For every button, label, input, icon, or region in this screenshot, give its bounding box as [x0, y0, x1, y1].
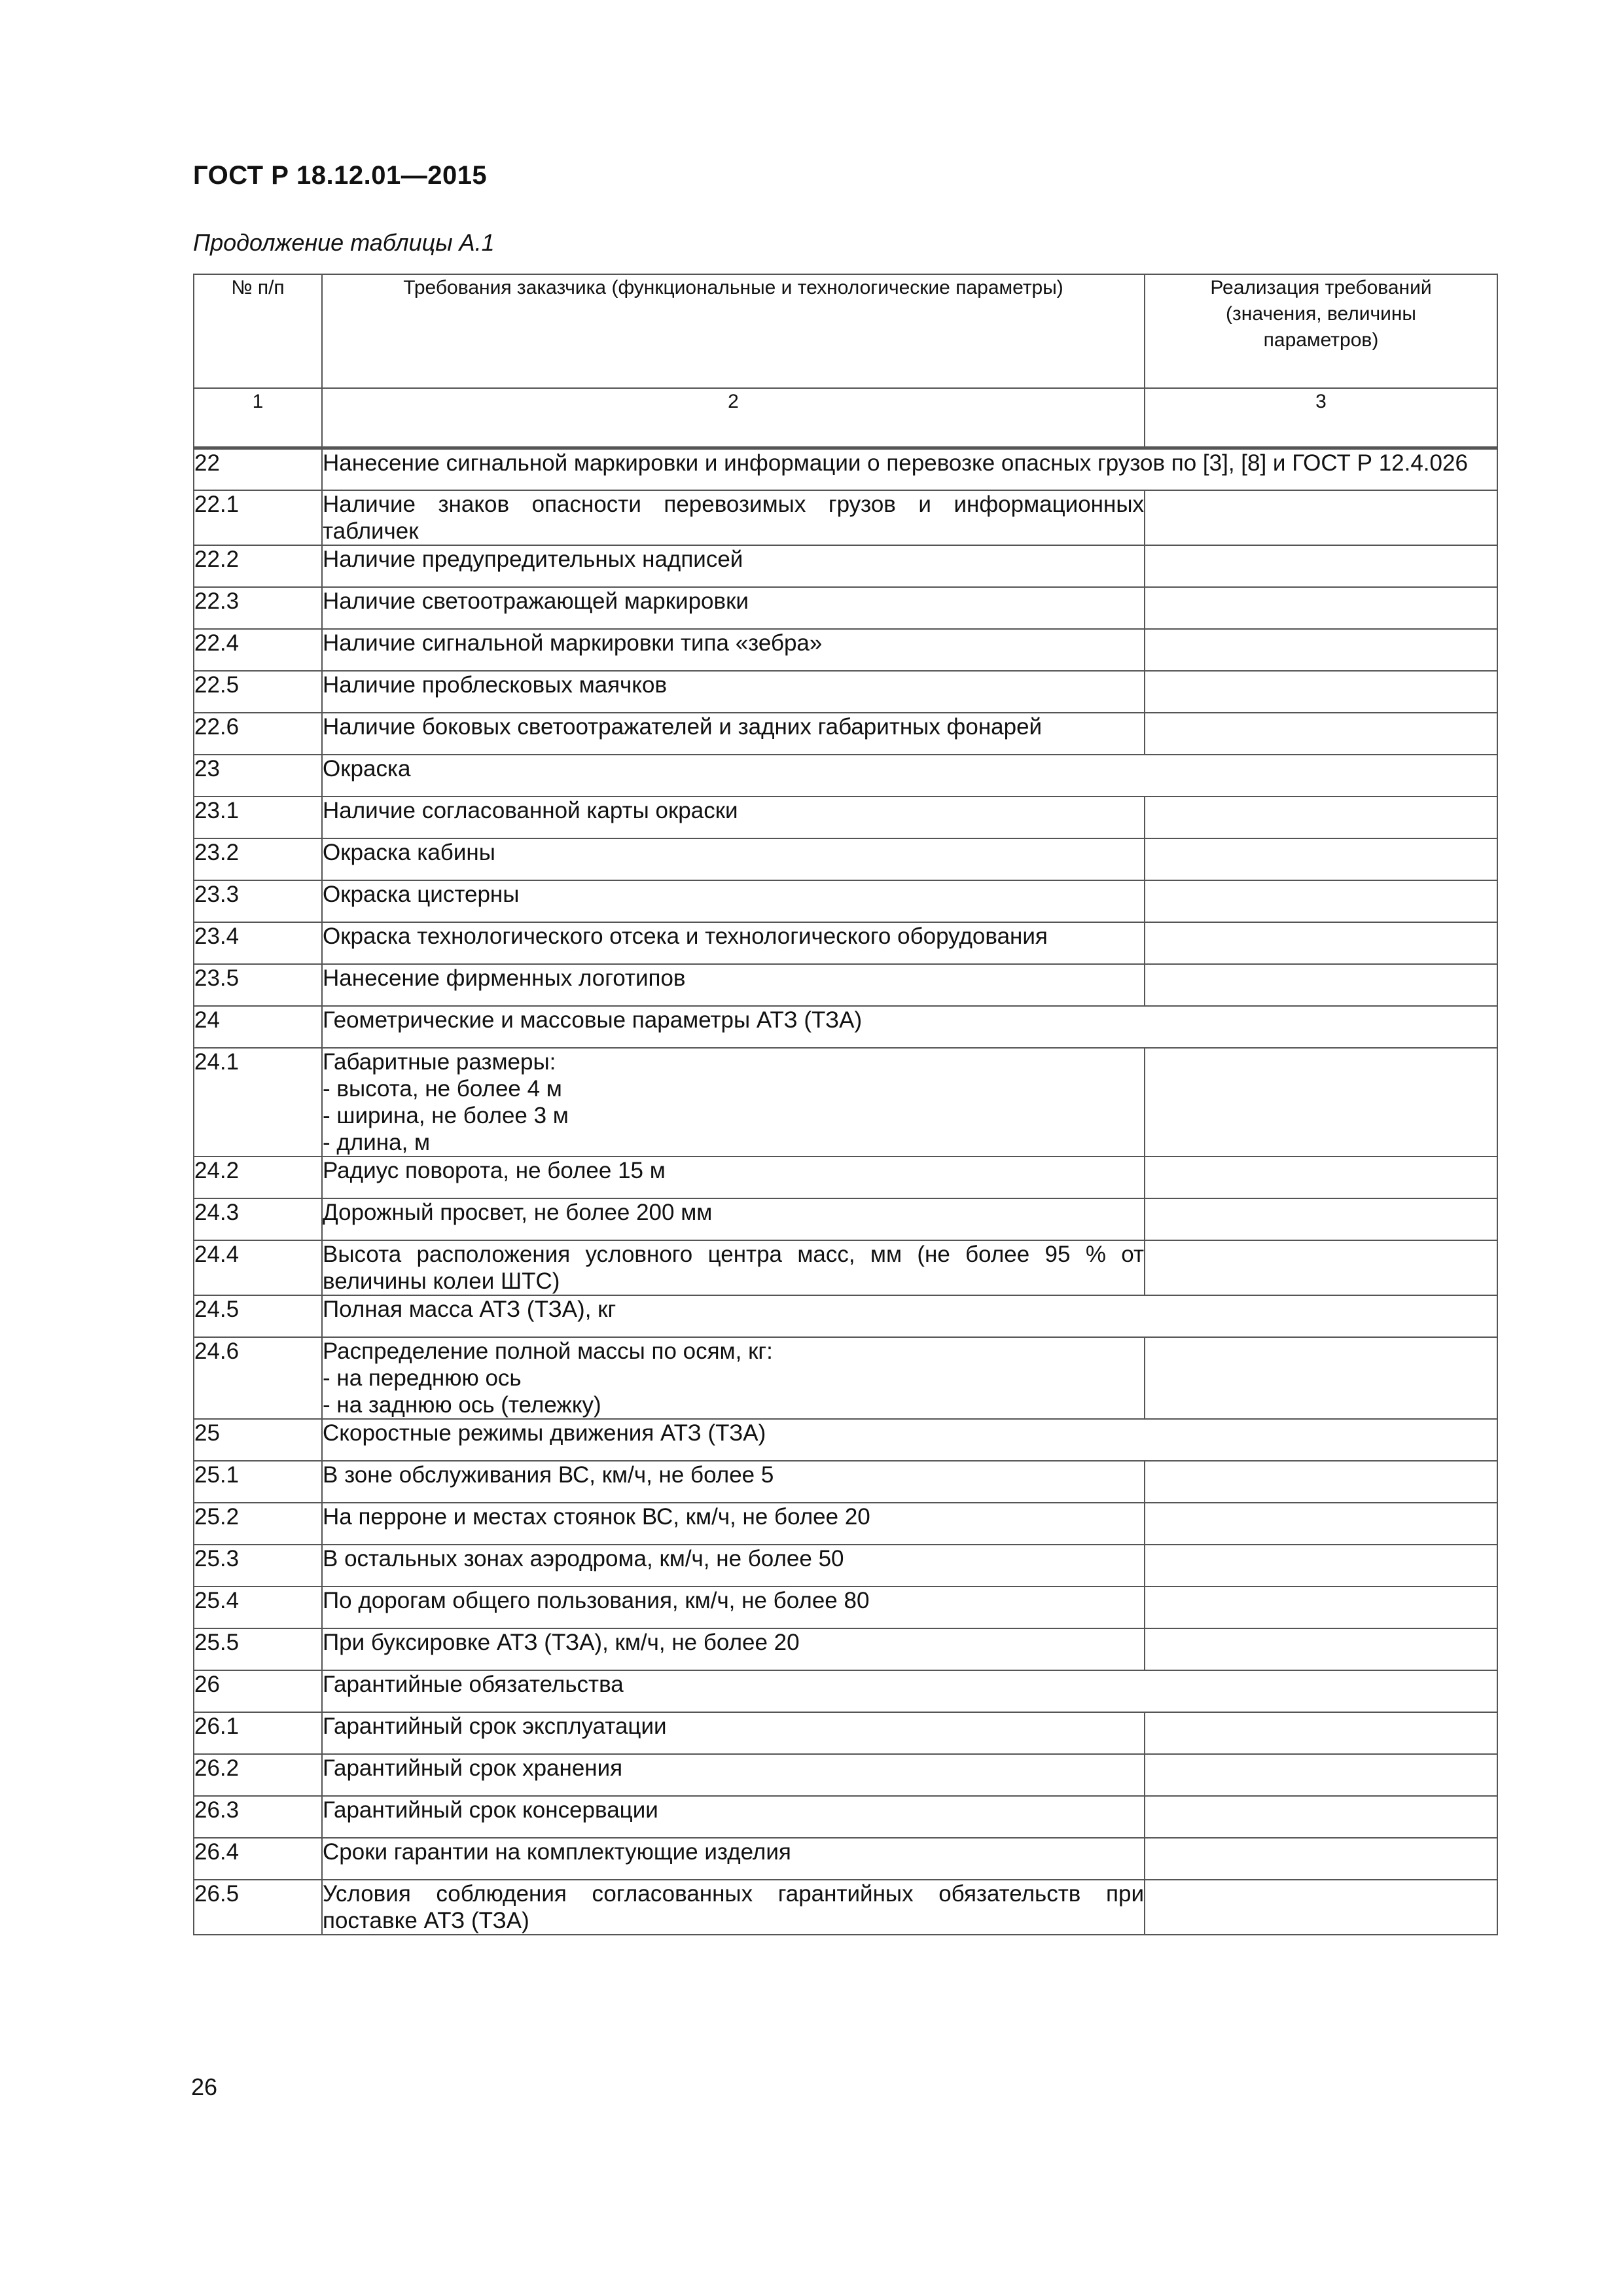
row-number: 25.4 [194, 1587, 322, 1628]
table-row [194, 1198, 1497, 1240]
implementation-value [1145, 713, 1497, 755]
implementation-value [1145, 964, 1497, 1006]
requirement-text: Дорожный просвет, не более 200 мм [322, 1198, 1145, 1240]
requirement-text: Наличие проблесковых маячков [322, 671, 1145, 713]
implementation-value [1145, 838, 1497, 880]
table-row [194, 797, 1497, 838]
table-row [194, 1503, 1497, 1545]
requirement-text: Наличие светоотражающей маркировки [322, 587, 1145, 629]
row-number: 24.5 [194, 1295, 322, 1337]
requirement-text: Гарантийный срок эксплуатации [322, 1712, 1145, 1754]
requirement-text: Гарантийный срок хранения [322, 1754, 1145, 1796]
requirement-text: В остальных зонах аэродрома, км/ч, не более 50 [322, 1545, 1145, 1587]
row-number: 24.4 [194, 1240, 322, 1295]
requirement-text: Наличие боковых светоотражателей и задних габаритных фонарей [322, 713, 1145, 755]
requirement-text: Окраска технологического отсека и технологического оборудования [322, 922, 1145, 964]
row-number: 25.2 [194, 1503, 322, 1545]
table-row [194, 1461, 1497, 1503]
row-number: 24.3 [194, 1198, 322, 1240]
section-row [194, 755, 1497, 797]
table-row [194, 838, 1497, 880]
implementation-value [1145, 797, 1497, 838]
row-number: 22.5 [194, 671, 322, 713]
implementation-value [1145, 1461, 1497, 1503]
requirement-text: Наличие предупредительных надписей [322, 545, 1145, 587]
requirement-text: Гарантийные обязательства [322, 1670, 1497, 1712]
row-number: 23.5 [194, 964, 322, 1006]
implementation-value [1145, 1587, 1497, 1628]
row-number: 26.3 [194, 1796, 322, 1838]
table-header-row [194, 274, 1497, 388]
header-implementation: Реализация требований (значения, величины параметров) [1145, 274, 1497, 388]
row-number: 26.2 [194, 1754, 322, 1796]
implementation-value [1145, 1157, 1497, 1198]
table-row [194, 1754, 1497, 1796]
row-number: 22.1 [194, 490, 322, 545]
table-row [194, 1712, 1497, 1754]
table-row [194, 713, 1497, 755]
requirement-text: Наличие знаков опасности перевозимых грузов и информационных табличек [323, 491, 1144, 544]
implementation-value [1145, 880, 1497, 922]
row-number: 24.2 [194, 1157, 322, 1198]
implementation-value [1145, 1712, 1497, 1754]
row-number: 24 [194, 1006, 322, 1048]
requirement-text: В зоне обслуживания ВС, км/ч, не более 5 [322, 1461, 1145, 1503]
row-number: 23.1 [194, 797, 322, 838]
requirement-text: При буксировке АТЗ (ТЗА), км/ч, не более 20 [322, 1628, 1145, 1670]
implementation-value [1145, 490, 1497, 545]
section-row [194, 1295, 1497, 1337]
requirement-text: Окраска кабины [322, 838, 1145, 880]
implementation-value [1145, 1240, 1497, 1295]
row-number: 23.4 [194, 922, 322, 964]
row-number: 23.2 [194, 838, 322, 880]
section-row [194, 1419, 1497, 1461]
row-number: 25.1 [194, 1461, 322, 1503]
requirement-text: Габаритные размеры: - высота, не более 4 м - ширина, не более 3 м - длина, м [322, 1048, 1145, 1157]
implementation-value [1145, 1880, 1497, 1935]
row-number: 23.3 [194, 880, 322, 922]
requirement-text: Нанесение сигнальной маркировки и информации о перевозке опасных грузов по [3], [8] и ГОСТ Р 12.4.026 [322, 448, 1497, 490]
requirements-table [193, 274, 1498, 1935]
requirement-text: Полная масса АТЗ (ТЗА), кг [322, 1295, 1497, 1337]
requirement-text: Гарантийный срок консервации [322, 1796, 1145, 1838]
table-row [194, 671, 1497, 713]
table-row [194, 922, 1497, 964]
row-number: 25.3 [194, 1545, 322, 1587]
implementation-value [1145, 1838, 1497, 1880]
requirement-text: Окраска [322, 755, 1497, 797]
column-number-1: 1 [194, 388, 322, 448]
table-row [194, 1587, 1497, 1628]
requirement-text: На перроне и местах стоянок ВС, км/ч, не более 20 [322, 1503, 1145, 1545]
requirement-text: Наличие сигнальной маркировки типа «зебра» [322, 629, 1145, 671]
table-row [194, 587, 1497, 629]
requirement-text: Сроки гарантии на комплектующие изделия [322, 1838, 1145, 1880]
implementation-value [1145, 922, 1497, 964]
implementation-value [1145, 1545, 1497, 1587]
implementation-value [1145, 629, 1497, 671]
implementation-value [1145, 1754, 1497, 1796]
row-number: 22.3 [194, 587, 322, 629]
requirement-text: По дорогам общего пользования, км/ч, не более 80 [322, 1587, 1145, 1628]
row-number: 25 [194, 1419, 322, 1461]
document-code: ГОСТ Р 18.12.01—2015 [193, 161, 488, 190]
table-row [194, 1880, 1497, 1935]
implementation-value [1145, 1628, 1497, 1670]
header-requirements: Требования заказчика (функциональные и технологические параметры) [322, 274, 1145, 388]
requirement-text: Наличие согласованной карты окраски [322, 797, 1145, 838]
implementation-value [1145, 1337, 1497, 1419]
implementation-value [1145, 1048, 1497, 1157]
column-number-3: 3 [1145, 388, 1497, 448]
requirement-text: Окраска цистерны [322, 880, 1145, 922]
table-row [194, 490, 1497, 545]
row-number: 22.2 [194, 545, 322, 587]
requirement-text: Условия соблюдения согласованных гарантийных обязательств при поставке АТЗ (ТЗА) [323, 1880, 1144, 1933]
row-number: 22.4 [194, 629, 322, 671]
table-row [194, 1240, 1497, 1295]
column-number-2: 2 [322, 388, 1145, 448]
implementation-value [1145, 545, 1497, 587]
row-number: 24.6 [194, 1337, 322, 1419]
section-row [194, 1006, 1497, 1048]
requirement-text: Распределение полной массы по осям, кг: - на переднюю ось - на заднюю ось (тележку) [322, 1337, 1145, 1419]
implementation-value [1145, 587, 1497, 629]
implementation-value [1145, 1503, 1497, 1545]
row-number: 26.5 [194, 1880, 322, 1935]
table-row [194, 1628, 1497, 1670]
row-number: 25.5 [194, 1628, 322, 1670]
implementation-value [1145, 1796, 1497, 1838]
table-body [194, 448, 1497, 1935]
table-row [194, 1337, 1497, 1419]
row-number: 26 [194, 1670, 322, 1712]
row-number: 26.4 [194, 1838, 322, 1880]
section-row [194, 448, 1497, 490]
row-number: 23 [194, 755, 322, 797]
table-row [194, 1838, 1497, 1880]
page-number: 26 [191, 2073, 218, 2100]
header-number: № п/п [194, 274, 322, 388]
requirement-text: Высота расположения условного центра масс, мм (не более 95 % от величины колеи ШТС) [323, 1241, 1144, 1294]
table-caption: Продолжение таблицы А.1 [193, 229, 495, 256]
row-number: 26.1 [194, 1712, 322, 1754]
table-row [194, 964, 1497, 1006]
section-row [194, 1670, 1497, 1712]
requirement-text: Радиус поворота, не более 15 м [322, 1157, 1145, 1198]
row-number: 22.6 [194, 713, 322, 755]
implementation-value [1145, 671, 1497, 713]
requirement-text: Геометрические и массовые параметры АТЗ (ТЗА) [322, 1006, 1497, 1048]
requirement-text: Нанесение фирменных логотипов [322, 964, 1145, 1006]
table-row [194, 1157, 1497, 1198]
row-number: 22 [194, 448, 322, 490]
row-number: 24.1 [194, 1048, 322, 1157]
table-row [194, 1796, 1497, 1838]
implementation-value [1145, 1198, 1497, 1240]
column-number-row [194, 388, 1497, 448]
table-row [194, 880, 1497, 922]
table-row [194, 629, 1497, 671]
table-row [194, 545, 1497, 587]
table-row [194, 1048, 1497, 1157]
table-row [194, 1545, 1497, 1587]
requirement-text: Скоростные режимы движения АТЗ (ТЗА) [322, 1419, 1497, 1461]
